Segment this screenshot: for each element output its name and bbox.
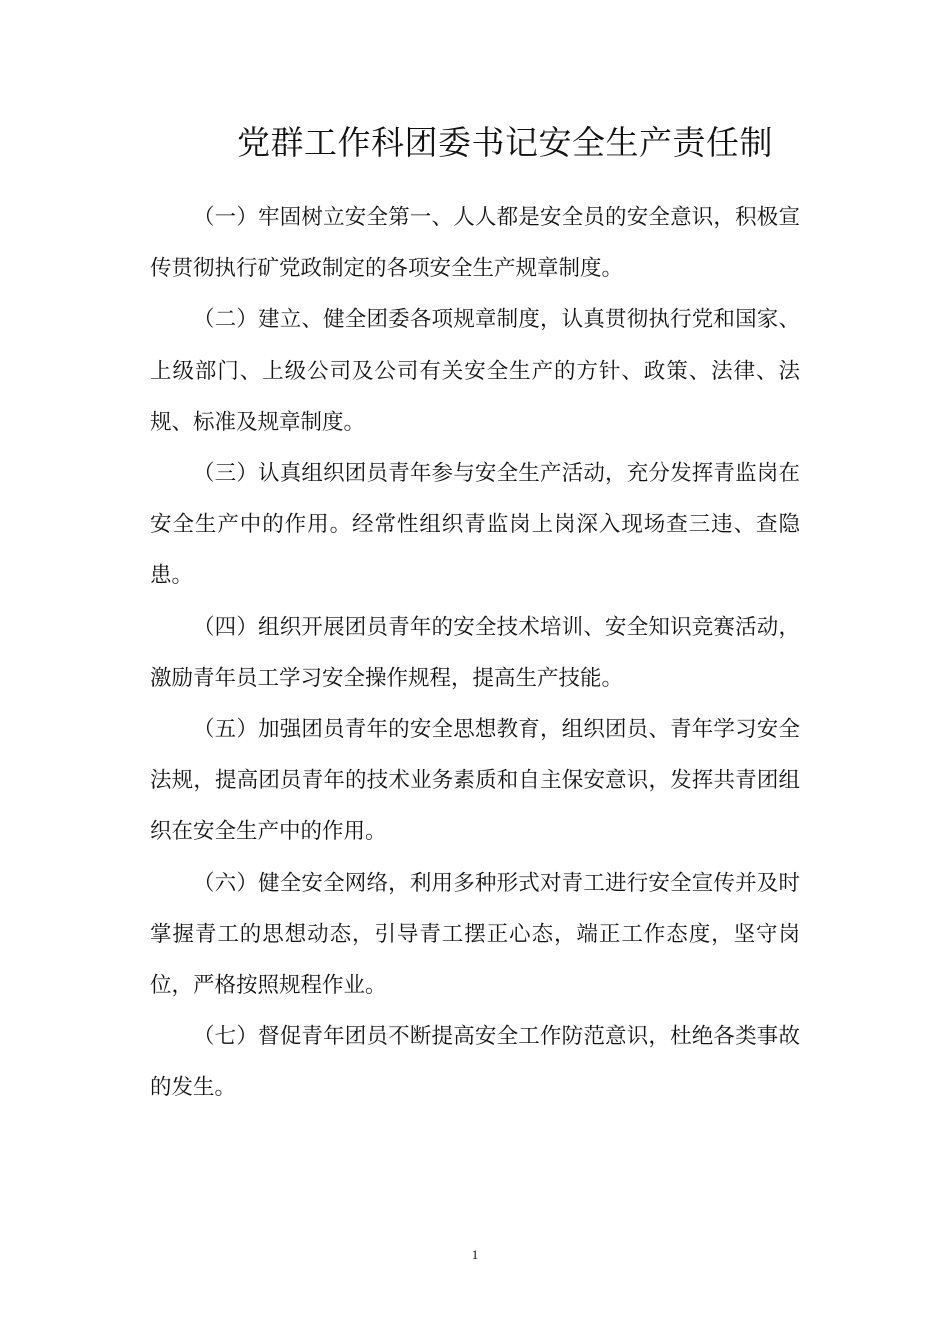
document-body xyxy=(150,192,800,1114)
paragraph-4: （四）组织开展团员青年的安全技术培训、安全知识竞赛活动，激励青年员工学习安全操作规程，提高生产技能。 xyxy=(150,614,800,691)
paragraph-6: （六）健全安全网络，利用多种形式对青工进行安全宣传并及时掌握青工的思想动态，引导青工摆正心态，端正工作态度，坚守岗位，严格按照规程作业。 xyxy=(150,870,800,999)
paragraph-3: （三）认真组织团员青年参与安全生产活动，充分发挥青监岗在安全生产中的作用。经常性组织青监岗上岗深入现场查三违、查隐患。 xyxy=(150,461,800,589)
paragraph-7: （七）督促青年团员不断提高安全工作防范意识，杜绝各类事故的发生。 xyxy=(150,1024,800,1101)
page-number: 1 xyxy=(471,1247,479,1262)
paragraph-5: （五）加强团员青年的安全思想教育，组织团员、青年学习安全法规，提高团员青年的技术业务素质和自主保安意识，发挥共青团组织在安全生产中的作用。 xyxy=(150,717,800,845)
paragraph-2: （二）建立、健全团委各项规章制度，认真贯彻执行党和国家、上级部门、上级公司及公司有关安全生产的方针、政策、法律、法规、标准及规章制度。 xyxy=(150,307,800,435)
paragraph-1: （一）牢固树立安全第一、人人都是安全员的安全意识，积极宣传贯彻执行矿党政制定的各项安全生产规章制度。 xyxy=(150,205,800,282)
document-title: 党群工作科团委书记安全生产责任制 xyxy=(237,123,773,162)
